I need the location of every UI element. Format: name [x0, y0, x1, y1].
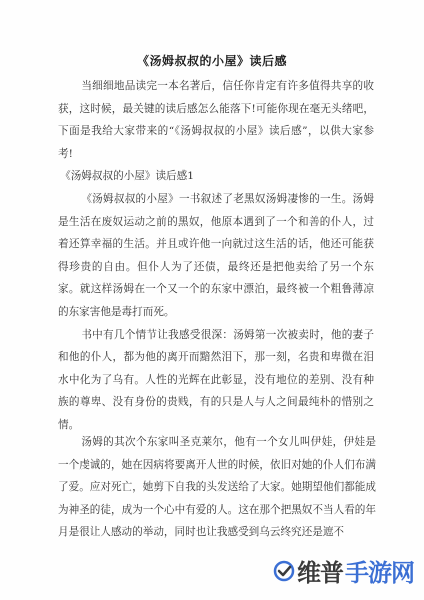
body-paragraph-3: 汤姆的其次个东家叫圣克莱尔，他有一个女儿叫伊娃，伊娃是一个虔诚的，她在因病将要离开人世的时候，依旧对她的仆人们布满了爱。应对死亡，她剪下自我的头发送给了大家。她期望他们都能成为神圣的徒，成为一个心中有爱的人。这在那个把黑奴不当人看的年月是很让人感动的举动，同时也让我感受到乌云终究还是遮不 [58, 436, 376, 539]
site-watermark [273, 553, 414, 588]
document-body-continued [58, 431, 376, 544]
watermark-text-dark: 维普 [297, 559, 343, 587]
document-title: 《汤姆叔叔的小屋》读后感 [136, 54, 287, 68]
section-heading: 《汤姆叔叔的小屋》读后感1 [60, 170, 194, 183]
body-paragraph-2: 书中有几个情节让我感受很深：汤姆第一次被卖时，他的妻子和他的仆人，都为他的离开而黯然泪下，那一刻，名贵和卑微在泪水中化为了乌有。人性的光辉在此彰显，没有地位的差别、没有种族的尊卑、没有身份的贵贱，有的只是人与人之间最纯朴的惜别之情。 [58, 328, 374, 431]
document-body [58, 75, 374, 437]
watermark-text-blue: 手游网 [345, 559, 414, 587]
body-paragraph-1: 《汤姆叔叔的小屋》一书叙述了老黑奴汤姆凄惨的一生。汤姆是生活在废奴运动之前的黑奴，他原本遇到了一个和善的仆人，过着还算幸福的生活。并且或许他一向就过这生活的话，他还可能获得珍贵的自由。但仆人为了还债，最终还是把他卖给了另一个东家。就这样汤姆在一个又一个的东家中漂泊，最终被一个粗鲁薄凉的东家害他是毒打而死。 [58, 192, 374, 318]
intro-paragraph: 当细细地品读完一本名著后，信任你肯定有许多值得共享的收获，这时候，最关键的读后感怎么能落下!可能你现在毫无头绪吧，下面是我给大家带来的“《汤姆叔叔的小屋》读后感”，以供大家参考! [58, 80, 374, 160]
logo-mark-icon [273, 560, 295, 582]
